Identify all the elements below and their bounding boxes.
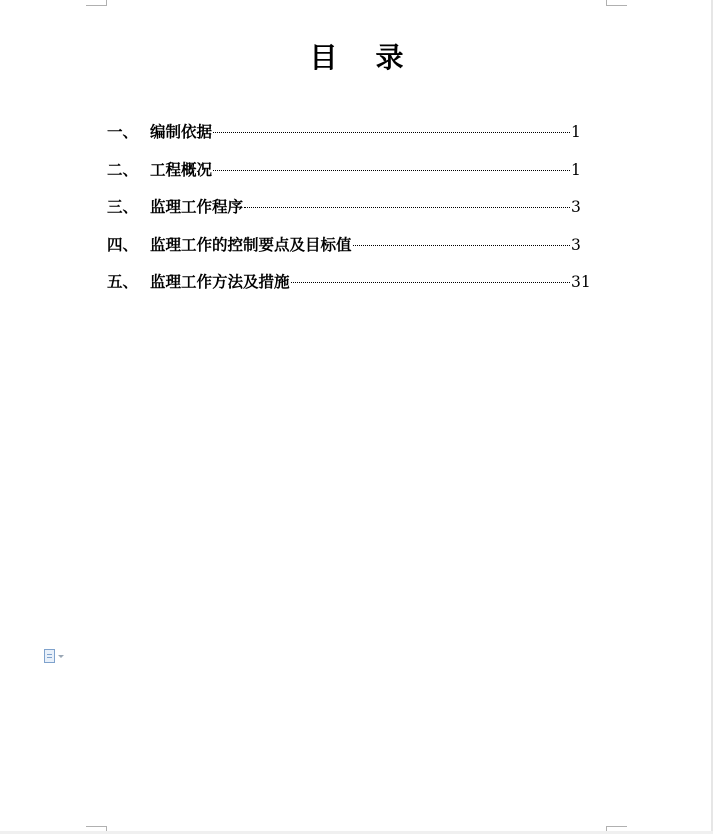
document-menu-button[interactable]: [44, 649, 64, 663]
toc-entry-number: 四、: [107, 234, 139, 254]
document-icon: [44, 649, 55, 663]
toc-entry-text: 监理工作程序: [150, 197, 244, 216]
chevron-down-icon: [58, 655, 64, 658]
toc-entry-text: 工程概况: [150, 159, 213, 179]
toc-dot-leader: [353, 245, 570, 246]
toc-entry-number: 三、: [107, 197, 139, 216]
toc-title: 目录: [309, 41, 442, 74]
toc-entry-number: 二、: [107, 159, 139, 179]
toc-entry-number: 五、: [107, 272, 139, 291]
toc-entry[interactable]: [107, 120, 591, 158]
page-corner-mark: [86, 0, 107, 6]
toc-entry[interactable]: [107, 158, 591, 196]
toc-entry-text: 编制依据: [150, 122, 213, 141]
toc-entry[interactable]: [107, 195, 591, 233]
toc-entry-text: 监理工作方法及措施: [150, 272, 290, 291]
toc-entry-page: 31: [571, 273, 591, 291]
table-of-contents: [107, 120, 591, 308]
toc-dot-leader: [291, 282, 570, 283]
toc-entry-number: 一、: [107, 122, 139, 141]
toc-dot-leader: [213, 170, 570, 171]
toc-entry[interactable]: [107, 233, 591, 271]
toc-entry-page: 3: [571, 235, 581, 254]
toc-dot-leader: [213, 132, 570, 133]
toc-dot-leader: [244, 207, 570, 208]
toc-entry-page: 1: [571, 160, 581, 179]
page-corner-mark: [606, 0, 627, 6]
toc-entry-page: 1: [571, 123, 581, 141]
toc-entry-page: 3: [571, 198, 581, 216]
toc-entry-text: 监理工作的控制要点及目标值: [150, 234, 352, 254]
toc-entry[interactable]: [107, 270, 591, 308]
